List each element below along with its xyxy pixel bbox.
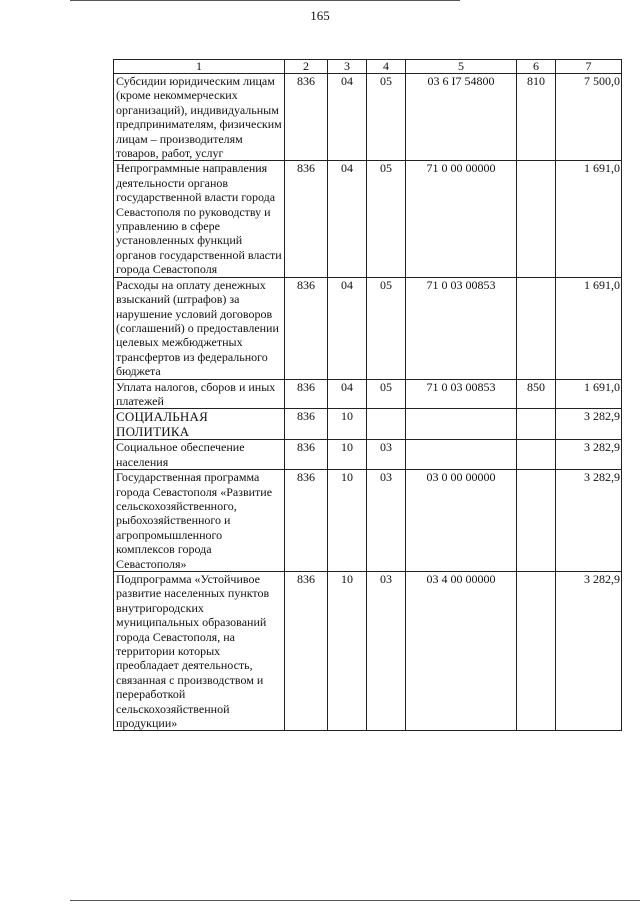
row-subsection: 05 <box>367 161 406 277</box>
table-row <box>114 379 622 409</box>
row-subsection: 03 <box>367 440 406 470</box>
row-expense-type <box>517 572 556 731</box>
row-amount: 3 282,9 <box>556 440 622 470</box>
row-section: 10 <box>328 572 367 731</box>
header-row <box>114 60 622 74</box>
row-subsection: 03 <box>367 470 406 572</box>
table-row <box>114 74 622 161</box>
header-col-3: 3 <box>328 60 367 74</box>
row-admin-code: 836 <box>285 277 328 379</box>
row-expense-type: 810 <box>517 74 556 161</box>
row-subsection: 05 <box>367 277 406 379</box>
row-target-article: 71 0 00 00000 <box>406 161 517 277</box>
row-target-article: 71 0 03 00853 <box>406 277 517 379</box>
row-target-article <box>406 409 517 440</box>
row-admin-code: 836 <box>285 440 328 470</box>
row-name: Социальное обеспечение населения <box>114 440 285 470</box>
row-amount: 1 691,0 <box>556 379 622 409</box>
row-section: 10 <box>328 440 367 470</box>
row-expense-type <box>517 409 556 440</box>
row-name: Расходы на оплату денежных взысканий (штрафов) за нарушение условий договоров (соглашений) о предоставлении целевых межбюджетных трансфертов из федерального бюджета <box>114 277 285 379</box>
top-rule <box>70 0 460 1</box>
table-row <box>114 440 622 470</box>
row-section: 04 <box>328 379 367 409</box>
row-name: Подпрограмма «Устойчивое развитие населенных пунктов внутригородских муниципальных образований города Севастополя, на территории которых преобладает деятельность, связанная с производством и переработкой сельскохозяйственной продукции» <box>114 572 285 731</box>
header-col-2: 2 <box>285 60 328 74</box>
header-col-5: 5 <box>406 60 517 74</box>
row-target-article: 71 0 03 00853 <box>406 379 517 409</box>
row-admin-code: 836 <box>285 161 328 277</box>
budget-table-container <box>113 59 621 731</box>
table-row <box>114 470 622 572</box>
row-section: 10 <box>328 409 367 440</box>
row-name: Непрограммные направления деятельности органов государственной власти города Севастополя по руководству и управлению в сфере установленных функций органов государственной власти города Севастополя <box>114 161 285 277</box>
row-admin-code: 836 <box>285 379 328 409</box>
row-name: СОЦИАЛЬНАЯ ПОЛИТИКА <box>114 409 285 440</box>
table-row <box>114 161 622 277</box>
table-row <box>114 409 622 440</box>
row-section: 04 <box>328 161 367 277</box>
row-amount: 3 282,9 <box>556 470 622 572</box>
row-admin-code: 836 <box>285 572 328 731</box>
header-col-4: 4 <box>367 60 406 74</box>
row-admin-code: 836 <box>285 470 328 572</box>
row-target-article <box>406 440 517 470</box>
row-expense-type: 850 <box>517 379 556 409</box>
row-amount: 1 691,0 <box>556 161 622 277</box>
row-name: Уплата налогов, сборов и иных платежей <box>114 379 285 409</box>
row-subsection <box>367 409 406 440</box>
page-number: 165 <box>310 8 330 23</box>
row-target-article: 03 6 I7 54800 <box>406 74 517 161</box>
row-subsection: 05 <box>367 379 406 409</box>
budget-table <box>113 59 622 731</box>
row-section: 04 <box>328 277 367 379</box>
row-name: Государственная программа города Севастополя «Развитие сельскохозяйственного, рыбохозяйственного и агропромышленного комплексов города Севастополя» <box>114 470 285 572</box>
row-amount: 3 282,9 <box>556 409 622 440</box>
table-row <box>114 572 622 731</box>
row-section: 10 <box>328 470 367 572</box>
row-target-article: 03 0 00 00000 <box>406 470 517 572</box>
table-row <box>114 277 622 379</box>
row-subsection: 05 <box>367 74 406 161</box>
row-section: 04 <box>328 74 367 161</box>
row-amount: 1 691,0 <box>556 277 622 379</box>
row-expense-type <box>517 277 556 379</box>
row-expense-type <box>517 470 556 572</box>
row-admin-code: 836 <box>285 74 328 161</box>
row-target-article: 03 4 00 00000 <box>406 572 517 731</box>
header-col-6: 6 <box>517 60 556 74</box>
row-amount: 3 282,9 <box>556 572 622 731</box>
header-col-7: 7 <box>556 60 622 74</box>
row-name: Субсидии юридическим лицам (кроме некоммерческих организаций), индивидуальным предпринимателям, физическим лицам – производителям товаров, работ, услуг <box>114 74 285 161</box>
header-col-1: 1 <box>114 60 285 74</box>
row-admin-code: 836 <box>285 409 328 440</box>
row-amount: 7 500,0 <box>556 74 622 161</box>
row-subsection: 03 <box>367 572 406 731</box>
row-expense-type <box>517 161 556 277</box>
row-expense-type <box>517 440 556 470</box>
bottom-rule <box>70 900 640 901</box>
